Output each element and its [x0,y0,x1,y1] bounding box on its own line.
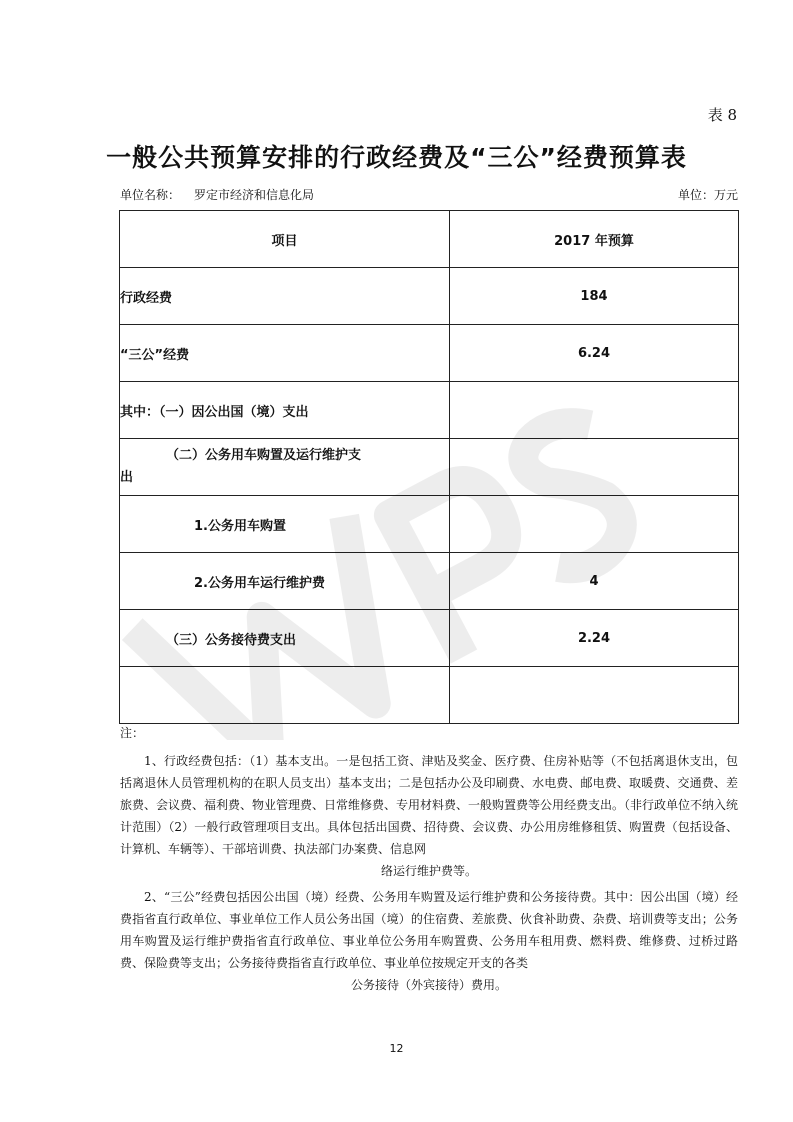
notes-label: 注： [120,726,145,740]
row-item: （三）公务接待费支出 [120,610,450,667]
row-item: 2.公务用车运行维护费 [120,553,450,610]
table-row [120,553,739,610]
row-value [450,439,739,496]
page-number: 12 [389,1042,404,1055]
table-number: 表 8 [707,106,737,124]
row-item [120,667,450,724]
row-item [120,439,450,496]
table-row [120,268,739,325]
table-header-row [120,211,739,268]
table-row [120,667,739,724]
row-value: 4 [450,553,739,610]
row-item: 1.公务用车购置 [120,496,450,553]
row-item: “三公”经费 [120,325,450,382]
row-value: 6.24 [450,325,739,382]
unit-name-label: 单位名称： [120,188,181,202]
budget-table [119,210,739,724]
note-1-tail: 络运行维护费等。 [380,864,477,878]
unit-label: 单位：万元 [677,188,738,202]
row-item-line1: （二）公务用车购置及运行维护支 [166,448,362,463]
row-value [450,667,739,724]
note-1: 1、行政经费包括：（1）基本支出。一是包括工资、津贴及奖金、医疗费、住房补贴等（不包括离退休支出，包括离退休人员管理机构的在职人员支出）基本支出；二是包括办公及印刷费、水电费、邮电费、取暖费、交通费、差旅费、会议费、福利费、物业管理费、日常维修费、专用材料费、一般购置费等公用经费支出。（非行政单位不纳入统计范围）（2）一般行政管理项目支出。具体包括出国费、招待费、会议费、办公用房维修租赁、购置费（包括设备、计算机、车辆等）、干部培训费、执法部门办案费、信息网 [120,754,739,856]
note-2: 2、“三公”经费包括因公出国（境）经费、公务用车购置及运行维护费和公务接待费。其中：因公出国（境）经费指省直行政单位、事业单位工作人员公务出国（境）的住宿费、差旅费、伙食补助费、杂费、培训费等支出；公务用车购置及运行维护费指省直行政单位、事业单位公务用车购置费、公务用车租用费、燃料费、维修费、过桥过路费、保险费等支出；公务接待费指省直行政单位、事业单位按规定开支的各类 [120,890,738,970]
note-2-tail: 公务接待（外宾接待）费用。 [350,978,507,992]
page-title: 一般公共预算安排的行政经费及“三公”经费预算表 [106,143,687,172]
table-row [120,325,739,382]
unit-row [120,186,738,203]
table-row [120,439,739,496]
header-item: 项目 [120,211,450,268]
notes [120,722,738,996]
unit-name-value: 罗定市经济和信息化局 [194,188,315,202]
row-value [450,382,739,439]
row-value [450,496,739,553]
table-row [120,610,739,667]
row-value: 184 [450,268,739,325]
row-item: 行政经费 [120,268,450,325]
row-item-line2: 出 [120,470,134,485]
row-value: 2.24 [450,610,739,667]
unit-name [120,186,314,203]
header-budget: 2017 年预算 [450,211,739,268]
row-item: 其中：（一）因公出国（境）支出 [120,382,450,439]
table-row [120,496,739,553]
table-row [120,382,739,439]
